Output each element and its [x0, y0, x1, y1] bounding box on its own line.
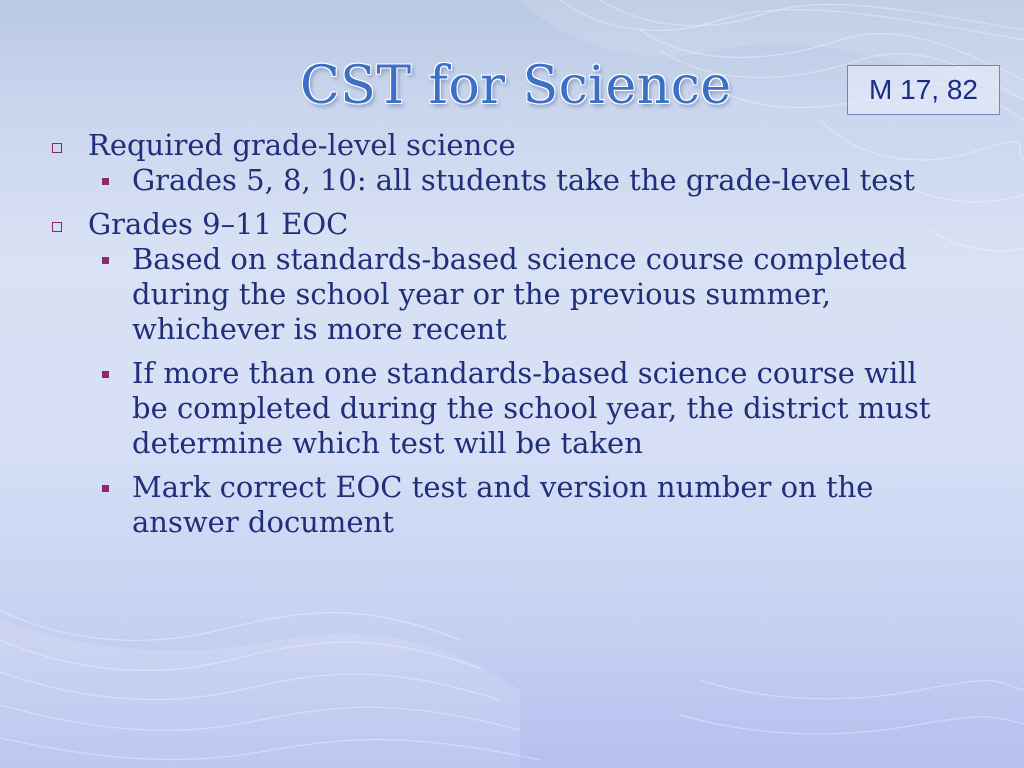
bullet-text: Required grade-level science: [88, 128, 516, 162]
sub-bullet-text: Grades 5, 8, 10: all students take the grade-level test: [132, 163, 915, 197]
list-item-eoc: [44, 207, 944, 540]
hollow-square-bullet-icon: [52, 222, 62, 232]
filled-square-bullet-icon: [102, 371, 109, 378]
sub-list-item: [88, 163, 944, 198]
sub-bullet-text: Based on standards-based science course completed during the school year or the previous summer, whichever is more recent: [132, 242, 907, 346]
filled-square-bullet-icon: [102, 485, 109, 492]
slide-title: CST for Science: [300, 56, 732, 116]
bullet-text: Grades 9–11 EOC: [88, 207, 349, 241]
manual-reference-badge: M 17, 82: [847, 65, 1000, 115]
sub-bullet-text: If more than one standards-based science course will be completed during the school year, the district must determine which test will be taken: [132, 356, 931, 460]
bullet-list: [44, 128, 944, 540]
sub-bullet-text: Mark correct EOC test and version number on the answer document: [132, 470, 874, 539]
filled-square-bullet-icon: [102, 257, 109, 264]
sub-list-item: [88, 242, 944, 347]
sub-bullet-list: [88, 242, 944, 540]
slide-body: [44, 128, 944, 540]
list-item-required-science: [44, 128, 944, 198]
sub-bullet-list: [88, 163, 944, 198]
filled-square-bullet-icon: [102, 178, 109, 185]
sub-list-item: [88, 356, 944, 461]
sub-list-item: [88, 470, 944, 540]
hollow-square-bullet-icon: [52, 143, 62, 153]
